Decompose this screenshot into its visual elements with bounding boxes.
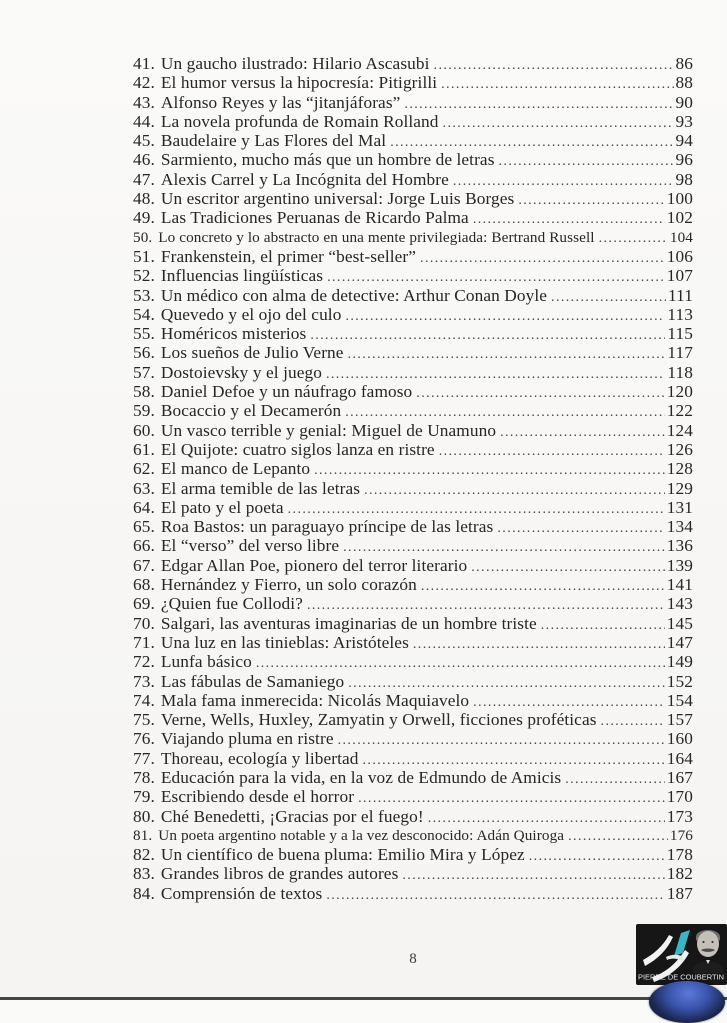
toc-entry	[133, 54, 693, 73]
toc-entry	[133, 266, 693, 285]
entry-number: 45.	[133, 131, 155, 151]
entry-page-number: 164	[666, 748, 693, 768]
entry-page-number: 136	[666, 536, 693, 556]
entry-title: Un científico de buena pluma: Emilio Mira y López	[160, 845, 525, 865]
entry-page-number: 120	[666, 382, 693, 402]
toc-entry	[133, 691, 693, 710]
entry-number: 66.	[133, 536, 155, 556]
entry-title: Escribiendo desde el horror	[160, 787, 355, 807]
toc-entry	[133, 652, 693, 671]
entry-page-number: 96	[675, 150, 693, 170]
dot-leader	[307, 594, 665, 613]
dot-leader	[348, 343, 666, 362]
logo-base-ellipse	[649, 981, 725, 1023]
table-of-contents	[133, 54, 693, 903]
entry-page-number: 143	[666, 594, 693, 614]
entry-number: 50.	[133, 228, 153, 246]
entry-page-number: 131	[666, 497, 693, 517]
entry-page-number: 98	[675, 169, 693, 189]
dot-leader	[497, 517, 664, 536]
entry-number: 53.	[133, 285, 155, 305]
logo-black-panel	[636, 924, 727, 985]
entry-page-number: 93	[675, 111, 693, 131]
entry-page-number: 176	[669, 826, 693, 844]
entry-number: 62.	[133, 459, 155, 479]
entry-page-number: 145	[666, 613, 693, 633]
toc-entry	[133, 479, 693, 498]
entry-page-number: 157	[666, 710, 693, 730]
entry-number: 80.	[133, 806, 155, 826]
toc-entry	[133, 807, 693, 826]
entry-page-number: 115	[667, 324, 693, 344]
dot-leader	[565, 768, 665, 787]
entry-title: La novela profunda de Romain Rolland	[160, 111, 439, 131]
entry-title: Comprensión de textos	[160, 883, 323, 903]
entry-number: 47.	[133, 169, 155, 189]
entry-page-number: 139	[666, 555, 693, 575]
toc-entry	[133, 131, 693, 150]
dot-leader	[314, 459, 665, 478]
dot-leader	[541, 614, 665, 633]
toc-entry	[133, 170, 693, 189]
entry-title: Un escritor argentino universal: Jorge Luis Borges	[160, 189, 515, 209]
entry-page-number: 100	[666, 189, 693, 209]
entry-number: 82.	[133, 845, 155, 865]
entry-title: ¿Quien fue Collodi?	[160, 594, 303, 614]
entry-title: El arma temible de las letras	[160, 478, 361, 498]
dot-leader	[326, 363, 665, 382]
entry-title: El pato y el poeta	[160, 497, 284, 517]
toc-entry	[133, 73, 693, 92]
dot-leader	[529, 845, 665, 864]
entry-title: Bocaccio y el Decamerón	[160, 401, 342, 421]
dot-leader	[402, 864, 664, 883]
entry-number: 70.	[133, 613, 155, 633]
entry-number: 44.	[133, 111, 155, 131]
entry-page-number: 154	[666, 690, 693, 710]
toc-entry	[133, 93, 693, 112]
entry-title: Influencias lingüísticas	[160, 266, 324, 286]
entry-number: 74.	[133, 690, 155, 710]
entry-page-number: 126	[666, 439, 693, 459]
dot-leader	[453, 170, 674, 189]
dot-leader	[441, 73, 673, 92]
entry-page-number: 113	[667, 304, 693, 324]
dot-leader	[345, 305, 665, 324]
dot-leader	[416, 382, 664, 401]
dot-leader	[256, 652, 665, 671]
dot-leader	[404, 93, 673, 112]
entry-title: Verne, Wells, Huxley, Zamyatin y Orwell, ficciones proféticas	[160, 710, 597, 730]
toc-entry	[133, 324, 693, 343]
entry-title: Homéricos misterios	[160, 324, 307, 344]
toc-entry	[133, 286, 693, 305]
entry-title: Alexis Carrel y La Incógnita del Hombre	[160, 169, 449, 189]
toc-entry	[133, 401, 693, 420]
entry-title: Un gaucho ilustrado: Hilario Ascasubi	[160, 54, 430, 73]
entry-page-number: 149	[666, 652, 693, 672]
entry-title: Grandes libros de grandes autores	[160, 864, 399, 884]
entry-page-number: 86	[675, 54, 693, 73]
toc-entry	[133, 150, 693, 169]
entry-number: 51.	[133, 246, 155, 266]
entry-number: 84.	[133, 883, 155, 903]
entry-title: Lunfa básico	[160, 652, 252, 672]
toc-entry	[133, 710, 693, 729]
dot-leader	[500, 421, 665, 440]
entry-page-number: 90	[675, 92, 693, 112]
entry-number: 49.	[133, 208, 155, 228]
dot-leader	[345, 401, 665, 420]
toc-entry	[133, 884, 693, 903]
dot-leader	[343, 536, 665, 555]
entry-page-number: 187	[666, 883, 693, 903]
dot-leader	[551, 286, 666, 305]
toc-entry	[133, 440, 693, 459]
entry-title: El manco de Lepanto	[160, 459, 311, 479]
toc-entry	[133, 208, 693, 227]
dot-leader	[413, 633, 665, 652]
entry-title: Daniel Defoe y un náufrago famoso	[160, 382, 413, 402]
toc-entry	[133, 498, 693, 517]
entry-title: Un poeta argentino notable y a la vez desconocido: Adán Quiroga	[158, 826, 565, 844]
entry-title: Frankenstein, el primer “best-seller”	[160, 246, 417, 266]
toc-entry	[133, 845, 693, 864]
entry-number: 57.	[133, 362, 155, 382]
entry-title: Alfonso Reyes y las “jitanjáforas”	[160, 92, 401, 112]
toc-entry	[133, 633, 693, 652]
toc-entry	[133, 864, 693, 883]
entry-number: 60.	[133, 420, 155, 440]
entry-title: El Quijote: cuatro siglos lanza en ristre	[160, 439, 435, 459]
toc-entry	[133, 768, 693, 787]
dot-leader	[443, 112, 674, 131]
toc-entry	[133, 421, 693, 440]
entry-number: 61.	[133, 439, 155, 459]
entry-number: 68.	[133, 575, 155, 595]
entry-page-number: 129	[666, 478, 693, 498]
dot-leader	[364, 479, 665, 498]
entry-title: Las fábulas de Samaniego	[160, 671, 345, 691]
entry-number: 76.	[133, 729, 155, 749]
dot-leader	[518, 189, 664, 208]
toc-entry	[133, 228, 693, 247]
toc-entry	[133, 556, 693, 575]
entry-page-number: 160	[666, 729, 693, 749]
entry-page-number: 107	[666, 266, 693, 286]
entry-page-number: 170	[666, 787, 693, 807]
dot-leader	[473, 208, 665, 227]
entry-title: Dostoievsky y el juego	[160, 362, 322, 382]
entry-number: 56.	[133, 343, 155, 363]
publisher-logo	[636, 924, 727, 985]
dot-leader	[310, 324, 665, 343]
dot-leader	[568, 826, 668, 845]
entry-page-number: 118	[667, 362, 693, 382]
toc-entry	[133, 826, 693, 845]
entry-number: 52.	[133, 266, 155, 286]
entry-number: 59.	[133, 401, 155, 421]
entry-page-number: 88	[675, 73, 693, 93]
entry-page-number: 152	[666, 671, 693, 691]
toc-entry	[133, 343, 693, 362]
toc-entry	[133, 517, 693, 536]
entry-page-number: 122	[666, 401, 693, 421]
entry-page-number: 117	[667, 343, 693, 363]
entry-number: 65.	[133, 517, 155, 537]
entry-number: 75.	[133, 710, 155, 730]
dot-leader	[473, 691, 665, 710]
entry-title: Quevedo y el ojo del culo	[160, 304, 342, 324]
entry-page-number: 182	[666, 864, 693, 884]
entry-number: 42.	[133, 73, 155, 93]
entry-title: Roa Bastos: un paraguayo príncipe de las letras	[160, 517, 494, 537]
toc-entry	[133, 382, 693, 401]
toc-entry	[133, 749, 693, 768]
dot-leader	[327, 266, 665, 285]
entry-number: 41.	[133, 54, 155, 73]
entry-page-number: 102	[666, 208, 693, 228]
entry-title: Los sueños de Julio Verne	[160, 343, 344, 363]
dot-leader	[428, 807, 665, 826]
dot-leader	[420, 247, 665, 266]
entry-page-number: 173	[666, 806, 693, 826]
dot-leader	[499, 150, 674, 169]
dot-leader	[434, 54, 674, 73]
toc-entry	[133, 672, 693, 691]
entry-number: 58.	[133, 382, 155, 402]
entry-page-number: 104	[669, 228, 693, 246]
entry-number: 69.	[133, 594, 155, 614]
entry-number: 46.	[133, 150, 155, 170]
dot-leader	[326, 884, 664, 903]
entry-title: Sarmiento, mucho más que un hombre de letras	[160, 150, 495, 170]
toc-entry	[133, 614, 693, 633]
dot-leader	[421, 575, 665, 594]
entry-number: 63.	[133, 478, 155, 498]
entry-page-number: 111	[668, 285, 693, 305]
logo-wordmark: PIERRE DE COUBERTIN	[638, 972, 724, 982]
toc-entry	[133, 787, 693, 806]
dot-leader	[338, 729, 665, 748]
entry-page-number: 128	[666, 459, 693, 479]
entry-number: 55.	[133, 324, 155, 344]
entry-title: Un vasco terrible y genial: Miguel de Unamuno	[160, 420, 497, 440]
toc-entry	[133, 247, 693, 266]
toc-entry	[133, 594, 693, 613]
entry-title: Una luz en las tinieblas: Aristóteles	[160, 632, 409, 652]
entry-page-number: 134	[666, 517, 693, 537]
entry-number: 67.	[133, 555, 155, 575]
entry-page-number: 94	[675, 131, 693, 151]
entry-number: 73.	[133, 671, 155, 691]
entry-number: 77.	[133, 748, 155, 768]
toc-entry	[133, 112, 693, 131]
toc-entry	[133, 459, 693, 478]
entry-page-number: 167	[666, 767, 693, 787]
entry-title: El “verso” del verso libre	[160, 536, 340, 556]
entry-title: Educación para la vida, en la voz de Edmundo de Amicis	[160, 767, 562, 787]
toc-entry	[133, 575, 693, 594]
entry-title: Baudelaire y Las Flores del Mal	[160, 131, 387, 151]
entry-number: 83.	[133, 864, 155, 884]
entry-page-number: 178	[666, 845, 693, 865]
entry-title: Un médico con alma de detective: Arthur Conan Doyle	[160, 285, 548, 305]
entry-number: 81.	[133, 826, 153, 844]
entry-number: 71.	[133, 632, 155, 652]
entry-number: 72.	[133, 652, 155, 672]
dot-leader	[390, 131, 673, 150]
entry-number: 64.	[133, 497, 155, 517]
entry-title: Salgari, las aventuras imaginarias de un hombre triste	[160, 613, 537, 633]
toc-entry	[133, 189, 693, 208]
entry-page-number: 141	[666, 575, 693, 595]
entry-title: El humor versus la hipocresía: Pitigrilli	[160, 73, 438, 93]
dot-leader	[348, 672, 665, 691]
toc-entry	[133, 305, 693, 324]
entry-title: Las Tradiciones Peruanas de Ricardo Palma	[160, 208, 469, 228]
toc-entry	[133, 363, 693, 382]
entry-page-number: 147	[666, 632, 693, 652]
dot-leader	[599, 228, 668, 247]
dot-leader	[439, 440, 665, 459]
entry-number: 79.	[133, 787, 155, 807]
entry-number: 54.	[133, 304, 155, 324]
entry-page-number: 124	[666, 420, 693, 440]
entry-number: 43.	[133, 92, 155, 112]
entry-title: Edgar Allan Poe, pionero del terror literario	[160, 555, 468, 575]
dot-leader	[288, 498, 665, 517]
entry-title: Lo concreto y lo abstracto en una mente privilegiada: Bertrand Russell	[158, 228, 595, 246]
entry-number: 78.	[133, 767, 155, 787]
footer-page-number: 8	[409, 951, 417, 967]
dot-leader	[358, 787, 665, 806]
entry-title: Mala fama inmerecida: Nicolás Maquiavelo	[160, 690, 470, 710]
dot-leader	[601, 710, 665, 729]
dot-leader	[471, 556, 665, 575]
toc-entry	[133, 536, 693, 555]
entry-title: Hernández y Fierro, un solo corazón	[160, 575, 417, 595]
entry-number: 48.	[133, 189, 155, 209]
entry-title: Viajando pluma en ristre	[160, 729, 334, 749]
dot-leader	[363, 749, 665, 768]
entry-page-number: 106	[666, 246, 693, 266]
entry-title: Thoreau, ecología y libertad	[160, 748, 359, 768]
toc-entry	[133, 729, 693, 748]
entry-title: Ché Benedetti, ¡Gracias por el fuego!	[160, 806, 424, 826]
